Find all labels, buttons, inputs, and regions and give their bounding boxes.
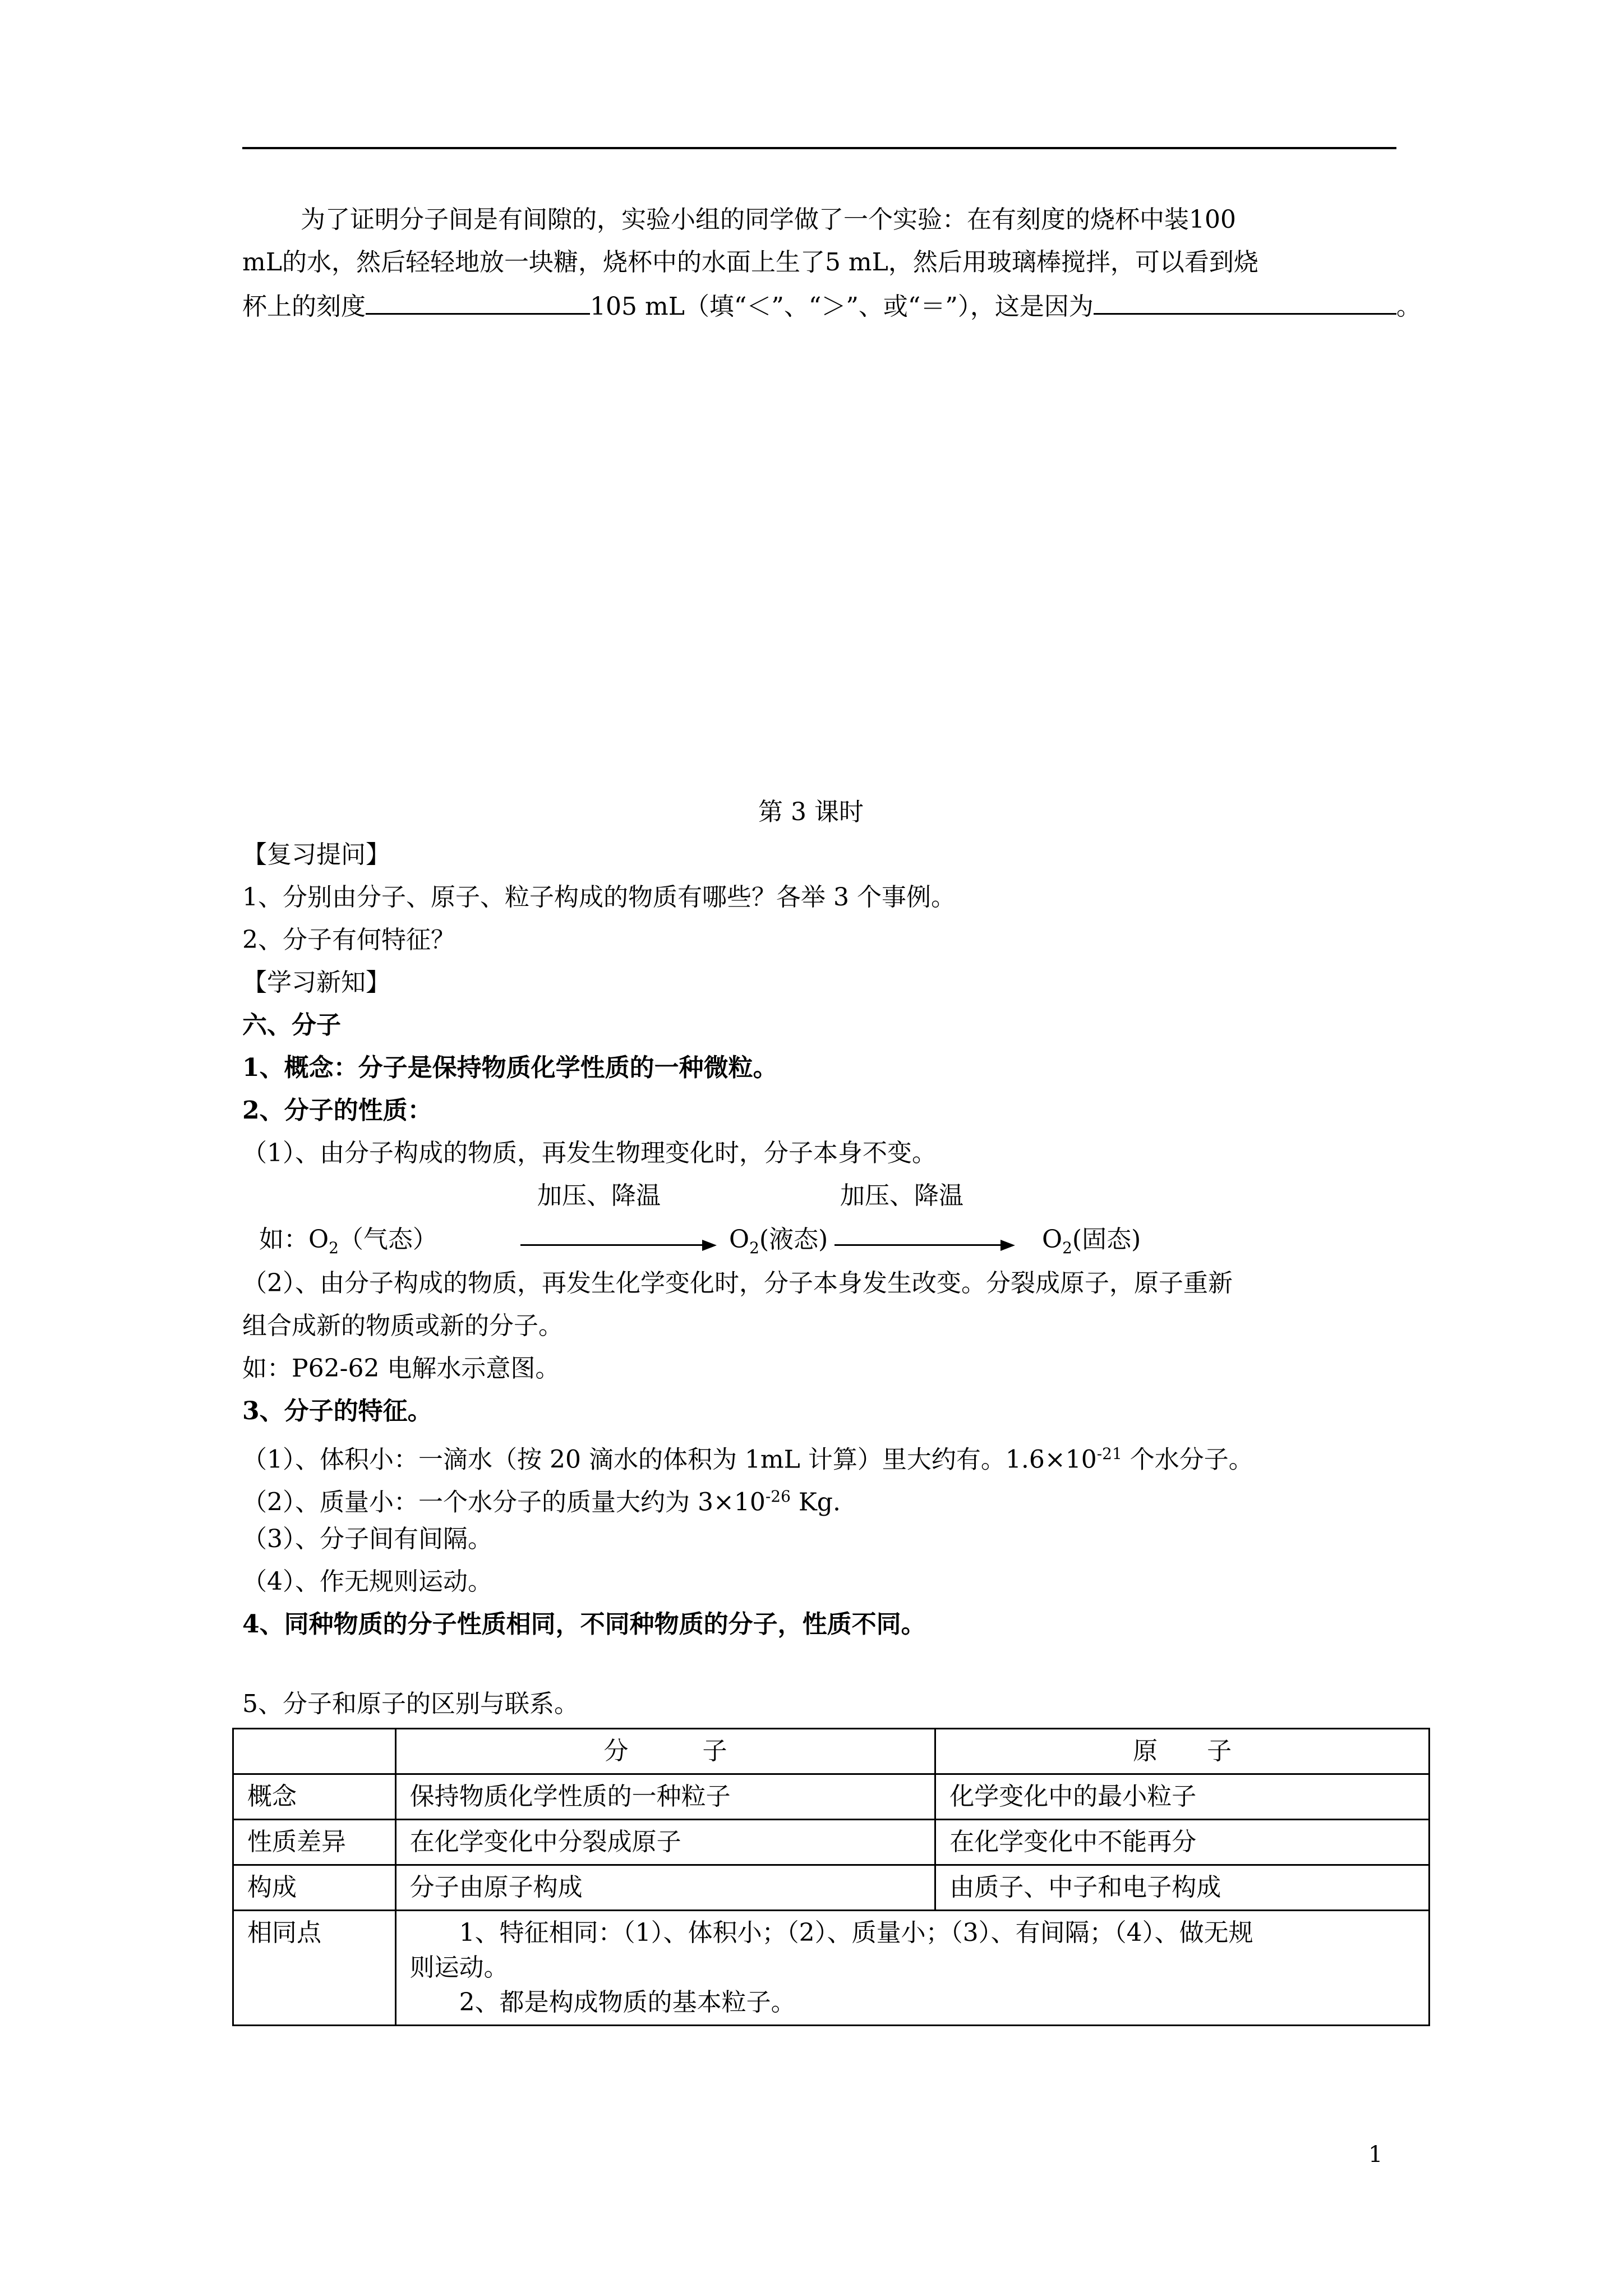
subscript-2: 2: [1062, 1238, 1072, 1257]
feature-4: （4）、作无规则运动。: [242, 1567, 492, 1596]
table-row-similarities: [233, 1911, 1430, 2026]
review-question-2: 2、分子有何特征？: [242, 926, 455, 954]
atom-cell: 由质子、中子和电子构成: [935, 1865, 1430, 1911]
review-header: 【复习提问】: [242, 840, 390, 869]
condition-label-1: 加压、降温: [537, 1181, 661, 1210]
feature-1-tail: 个水分子。: [1122, 1445, 1253, 1474]
header-rule: [242, 147, 1396, 149]
liquid-state: (液态): [759, 1225, 828, 1254]
o2-solid-label: [1042, 1223, 1141, 1265]
new-knowledge-header: 【学习新知】: [242, 968, 390, 997]
row-label: 构成: [233, 1865, 396, 1911]
feature-1-text: （1）、体积小：一滴水（按 20 滴水的体积为 1mL 计算）里大约有。1.6×10: [242, 1445, 1097, 1474]
section-4-heading: 4、同种物质的分子性质相同，不同种物质的分子，性质不同。: [242, 1610, 926, 1639]
experiment-line-2: mL的水，然后轻轻地放一块糖，烧杯中的水面上生了5 mL，然后用玻璃棒搅拌，可以看到烧: [242, 248, 1258, 277]
lesson-title: 第 3 课时: [758, 798, 864, 826]
header-atom: 原 子: [935, 1729, 1430, 1774]
experiment-line-3-start: 杯上的刻度: [242, 292, 366, 321]
page-number: 1: [1368, 2142, 1383, 2168]
comparison-table: [232, 1728, 1430, 2026]
experiment-line-3: [242, 288, 1421, 324]
atom-cell: 在化学变化中不能再分: [935, 1820, 1430, 1865]
feature-2-exponent: -26: [765, 1487, 791, 1506]
table-corner-cell: [233, 1729, 396, 1774]
feature-2: [242, 1480, 841, 1520]
similarity-1-line-1: 1、特征相同：（1）、体积小；（2）、质量小；（3）、有间隔；（4）、做无规: [459, 1918, 1253, 1947]
example-prefix: 如：O: [259, 1225, 329, 1254]
similarity-2: 2、都是构成物质的基本粒子。: [459, 1988, 796, 2017]
o2-liquid-label: [729, 1223, 828, 1265]
row-label: 相同点: [233, 1911, 396, 2026]
arrow-icon: [834, 1240, 1015, 1251]
feature-1-exponent: -21: [1096, 1444, 1122, 1463]
solid-state: (固态): [1072, 1225, 1141, 1254]
condition-label-2: 加压、降温: [840, 1181, 963, 1210]
table-row: [233, 1865, 1430, 1911]
answer-blank-1[interactable]: [366, 288, 590, 315]
similarities-cell: [395, 1911, 1429, 2026]
experiment-line-3-end: 。: [1396, 292, 1421, 321]
review-question-1: 1、分别由分子、原子、粒子构成的物质有哪些？各举 3 个事例。: [242, 883, 956, 912]
section-6-heading: 六、分子: [242, 1011, 341, 1039]
gas-state: （气态）: [338, 1225, 437, 1254]
arrow-icon: [520, 1240, 717, 1251]
molecule-cell: 保持物质化学性质的一种粒子: [395, 1774, 935, 1820]
section-5-heading: 5、分子和原子的区别与联系。: [242, 1690, 579, 1718]
subscript-2: 2: [329, 1238, 339, 1257]
row-label: 概念: [233, 1774, 396, 1820]
row-label: 性质差异: [233, 1820, 396, 1865]
property-2-line-1: （2）、由分子构成的物质，再发生化学变化时，分子本身发生改变。分裂成原子，原子重新: [242, 1269, 1233, 1297]
experiment-line-1: 为了证明分子间是有间隙的，实验小组的同学做了一个实验：在有刻度的烧杯中装100: [301, 205, 1236, 234]
features-heading: 3、分子的特征。: [242, 1397, 432, 1425]
table-row: [233, 1820, 1430, 1865]
header-molecule: 分 子: [395, 1729, 935, 1774]
properties-heading: 2、分子的性质：: [242, 1096, 432, 1125]
o-letter: O: [729, 1225, 750, 1254]
o-letter: O: [1042, 1225, 1063, 1254]
experiment-line-3-mid: 105 mL（填“＜”、“＞”、或“＝”），这是因为: [590, 292, 1094, 321]
molecule-cell: 在化学变化中分裂成原子: [395, 1820, 935, 1865]
answer-blank-2[interactable]: [1094, 288, 1396, 315]
table-row: [233, 1774, 1430, 1820]
feature-2-tail: Kg.: [790, 1488, 841, 1517]
concept-heading: 1、概念：分子是保持物质化学性质的一种微粒。: [242, 1053, 778, 1082]
molecule-cell: 分子由原子构成: [395, 1865, 935, 1911]
property-2-line-2: 组合成新的物质或新的分子。: [242, 1312, 563, 1340]
feature-1: [242, 1437, 1253, 1477]
feature-2-text: （2）、质量小：一个水分子的质量大约为 3×10: [242, 1488, 766, 1517]
property-1: （1）、由分子构成的物质，再发生物理变化时，分子本身不变。: [242, 1139, 937, 1167]
similarity-1-line-2: 则运动。: [409, 1953, 509, 1982]
subscript-2: 2: [749, 1238, 759, 1257]
atom-cell: 化学变化中的最小粒子: [935, 1774, 1430, 1820]
example-2: 如：P62-62 电解水示意图。: [242, 1354, 560, 1383]
feature-3: （3）、分子间有间隔。: [242, 1525, 492, 1553]
table-header-row: [233, 1729, 1430, 1774]
o2-gas-label: [259, 1223, 437, 1265]
